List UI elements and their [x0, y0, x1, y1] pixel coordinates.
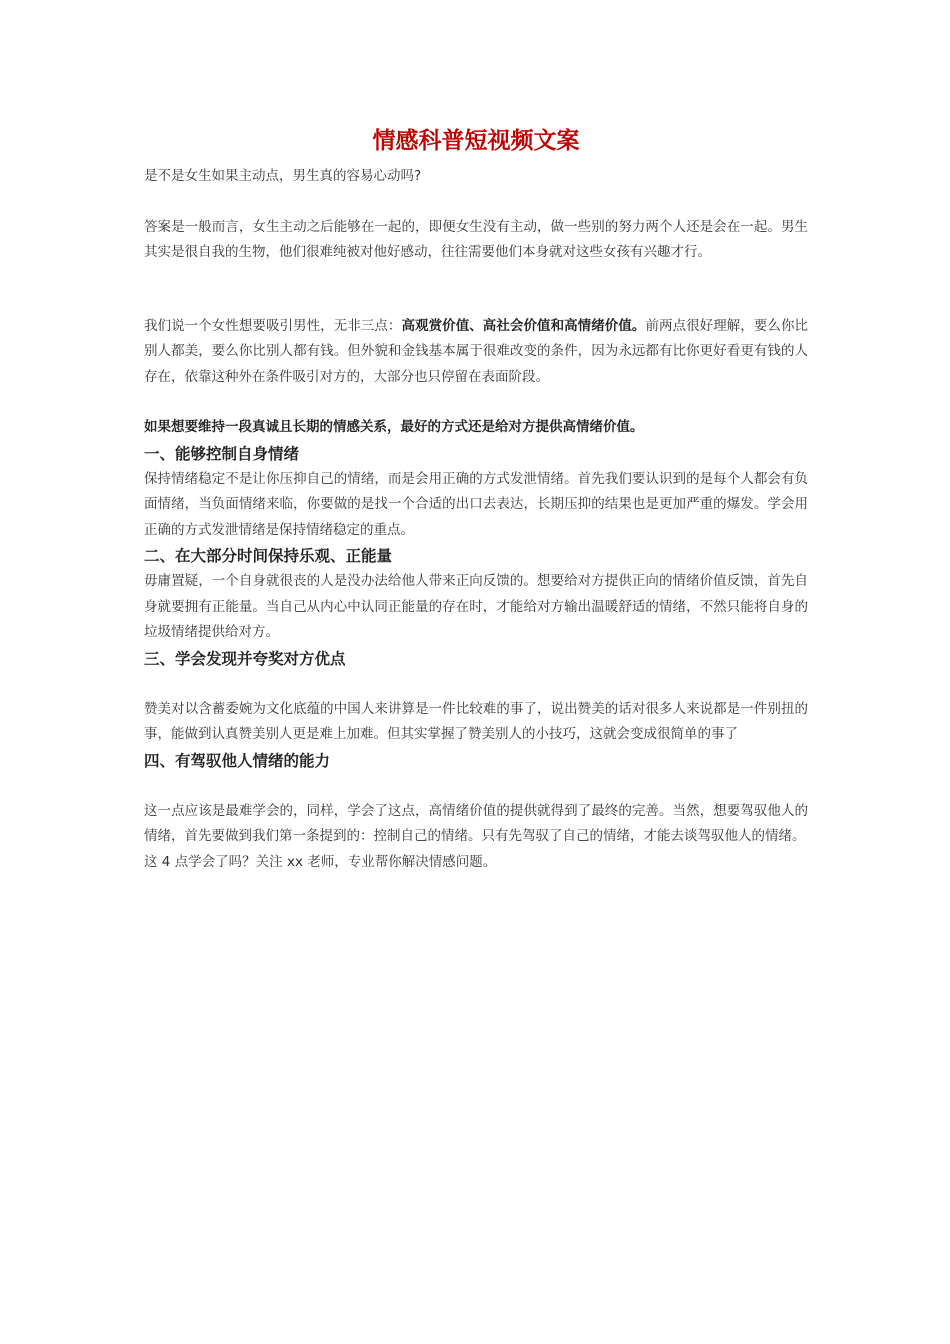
- spacer: [144, 672, 808, 697]
- section-heading-2: 二、在大部分时间保持乐观、正能量: [144, 547, 393, 565]
- section-heading-4: 四、有驾驭他人情绪的能力: [144, 751, 331, 770]
- attraction-paragraph: [144, 314, 808, 391]
- section-body-1: 保持情绪稳定不是让你压抑自己的情绪，而是会用正确的方式发泄情绪。首先我们要认识到的是每个人都会有负面情绪，当负面情绪来临，你要做的是找一个合适的出口去表达，长期压抑的结果也是更加严重的爆发。学会用正确的方式发泄情绪是保持情绪稳定的重点。: [144, 470, 808, 538]
- section-heading-1: 一、能够控制自身情绪: [144, 444, 300, 463]
- key-statement: 如果想要维持一段真诚且长期的情感关系，最好的方式还是给对方提供高情绪价值。: [144, 419, 644, 435]
- spacer: [144, 774, 808, 799]
- spacer: [144, 190, 808, 215]
- answer-paragraph: 答案是一般而言，女生主动之后能够在一起的，即便女生没有主动，做一些别的努力两个人还是会在一起。男生其实是很自我的生物，他们很难纯被对他好感动，往往需要他们本身就对这些女孩有兴趣才行。: [144, 218, 808, 260]
- section-body-2: 毋庸置疑，一个自身就很丧的人是没办法给他人带来正向反馈的。想要给对方提供正向的情绪价值反馈，首先自身就要拥有正能量。当自己从内心中认同正能量的存在时，才能给对方输出温暖舒适的情绪，不然只能将自身的垃圾情绪提供给对方。: [144, 573, 808, 640]
- section-body-3: 赞美对以含蓄委婉为文化底蕴的中国人来讲算是一件比较难的事了，说出赞美的话对很多人来说都是一件别扭的事，能做到认真赞美别人更是难上加难。但其实掌握了赞美别人的小技巧，这就会变成很简单的事了: [144, 700, 808, 742]
- spacer: [144, 266, 808, 314]
- section-heading-3: 三、学会发现并夸奖对方优点: [144, 649, 346, 668]
- closing-line: 这 4 点学会了吗？关注 xx 老师，专业帮你解决情感问题。: [144, 853, 497, 870]
- attraction-rest: 前两点很好理解，要么你比别人都美，要么你比别人都有钱。但外貌和金钱基本属于很难改变的条件，因为永远都有比你更好看更有钱的人存在，依靠这种外在条件吸引对方的，大部分也只停留在表面阶段。: [144, 317, 809, 385]
- attraction-three-values: 高观赏价值、高社会价值和高情绪价值。: [401, 317, 646, 334]
- document-title: 情感科普短视频文案: [372, 128, 580, 154]
- document-page: [144, 122, 808, 875]
- attraction-intro: 我们说一个女性想要吸引男性，无非三点：: [144, 317, 402, 334]
- question-paragraph: 是不是女生如果主动点，男生真的容易心动吗?: [144, 168, 422, 184]
- section-body-4: 这一点应该是最难学会的，同样，学会了这点，高情绪价值的提供就得到了最终的完善。当然，想要驾驭他人的情绪，首先要做到我们第一条提到的：控制自己的情绪。只有先驾驭了自己的情绪，才能去谈驾驭他人的情绪。: [144, 802, 808, 844]
- spacer: [144, 390, 808, 415]
